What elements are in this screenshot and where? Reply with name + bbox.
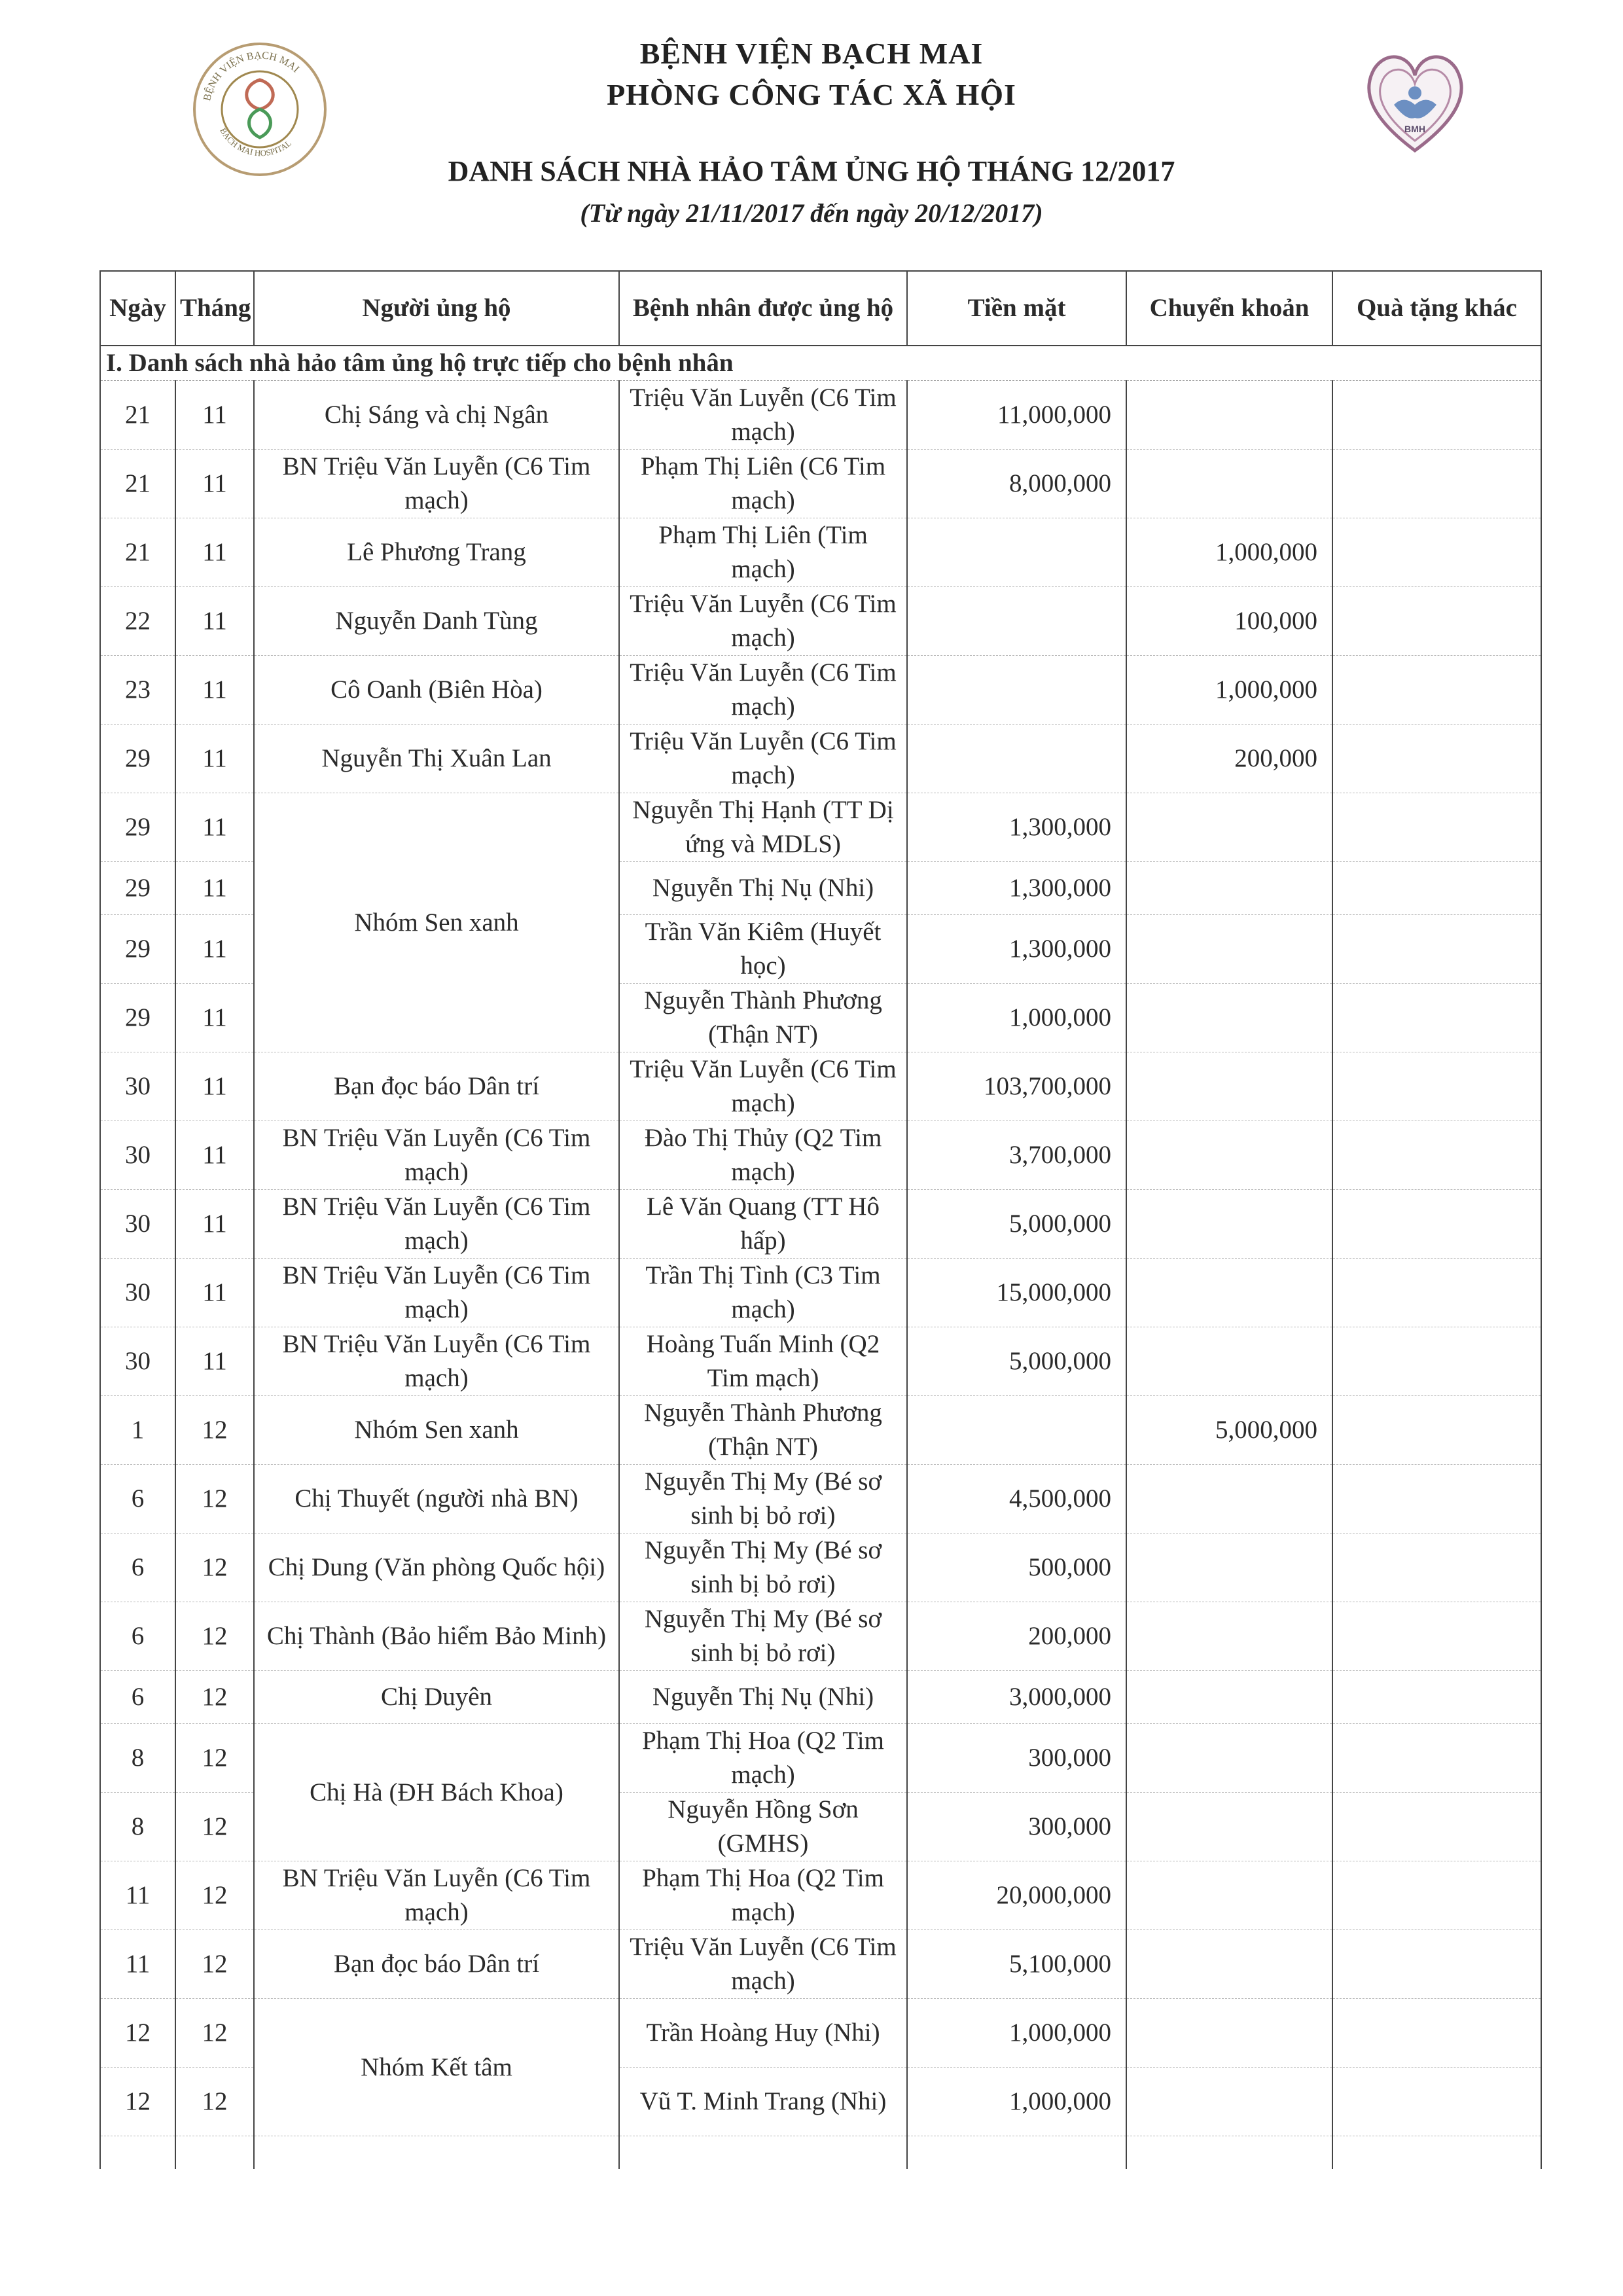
table-row bbox=[100, 1259, 1541, 1327]
cell-day: 8 bbox=[100, 1724, 175, 1793]
cell-month: 11 bbox=[175, 862, 254, 915]
cell-day: 1 bbox=[100, 1396, 175, 1465]
cell-gift bbox=[1332, 1396, 1541, 1465]
cell-cash: 500,000 bbox=[907, 1534, 1126, 1602]
cell-gift bbox=[1332, 1534, 1541, 1602]
cell-gift bbox=[1332, 1671, 1541, 1724]
cell-day: 29 bbox=[100, 793, 175, 862]
cell-cash: 1,000,000 bbox=[907, 2068, 1126, 2136]
cell-day: 29 bbox=[100, 984, 175, 1052]
cell-gift bbox=[1332, 450, 1541, 518]
table-row bbox=[100, 1999, 1541, 2068]
cell-cash: 5,100,000 bbox=[907, 1930, 1126, 1999]
cell-donor: BN Triệu Văn Luyễn (C6 Tim mạch) bbox=[254, 1861, 619, 1930]
table-row bbox=[100, 793, 1541, 862]
col-header-donor: Người ủng hộ bbox=[254, 271, 619, 346]
left-logo-top-text: BỆNH VIỆN BẠCH MAI bbox=[202, 50, 302, 102]
cell-gift bbox=[1332, 1999, 1541, 2068]
cell-gift bbox=[1332, 587, 1541, 656]
col-header-transfer: Chuyển khoản bbox=[1126, 271, 1332, 346]
cell-donor: Bạn đọc báo Dân trí bbox=[254, 1930, 619, 1999]
cell-month: 11 bbox=[175, 1190, 254, 1259]
cell-month: 11 bbox=[175, 381, 254, 450]
cell-cash: 300,000 bbox=[907, 1793, 1126, 1861]
cell-day: 11 bbox=[100, 1930, 175, 1999]
cell-patient: Trần Thị Tình (C3 Tim mạch) bbox=[619, 1259, 907, 1327]
cell-patient: Vũ T. Minh Trang (Nhi) bbox=[619, 2068, 907, 2136]
cell-transfer bbox=[1126, 1999, 1332, 2068]
cell-patient: Nguyễn Thị My (Bé sơ sinh bị bỏ rơi) bbox=[619, 1534, 907, 1602]
table-row bbox=[100, 1602, 1541, 1671]
cell-cash: 20,000,000 bbox=[907, 1861, 1126, 1930]
table-row bbox=[100, 587, 1541, 656]
table-row bbox=[100, 1534, 1541, 1602]
cell-cash: 1,000,000 bbox=[907, 984, 1126, 1052]
cell-donor: Chị Thuyết (người nhà BN) bbox=[254, 1465, 619, 1534]
cell-cash bbox=[907, 656, 1126, 725]
cell-patient: Nguyễn Thành Phương (Thận NT) bbox=[619, 984, 907, 1052]
cell-day: 12 bbox=[100, 1999, 175, 2068]
cell-cash: 1,000,000 bbox=[907, 1999, 1126, 2068]
table-row bbox=[100, 1724, 1541, 1793]
cell-month: 12 bbox=[175, 1793, 254, 1861]
cell-gift bbox=[1332, 1190, 1541, 1259]
cell-day: 6 bbox=[100, 1671, 175, 1724]
cell-day: 6 bbox=[100, 1602, 175, 1671]
cell-donor: BN Triệu Văn Luyễn (C6 Tim mạch) bbox=[254, 1327, 619, 1396]
cell-transfer bbox=[1126, 793, 1332, 862]
cell-gift bbox=[1332, 518, 1541, 587]
cell-cash: 300,000 bbox=[907, 1724, 1126, 1793]
cell-day: 21 bbox=[100, 381, 175, 450]
cell-gift bbox=[1332, 1861, 1541, 1930]
cell-patient: Triệu Văn Luyễn (C6 Tim mạch) bbox=[619, 1052, 907, 1121]
cell-cash: 3,700,000 bbox=[907, 1121, 1126, 1190]
cell-gift bbox=[1332, 1121, 1541, 1190]
cell-patient: Nguyễn Thị Nụ (Nhi) bbox=[619, 1671, 907, 1724]
empty-cell bbox=[254, 2136, 619, 2170]
cell-month: 11 bbox=[175, 450, 254, 518]
cell-donor: Cô Oanh (Biên Hòa) bbox=[254, 656, 619, 725]
table-row bbox=[100, 1121, 1541, 1190]
cell-transfer bbox=[1126, 1052, 1332, 1121]
col-header-cash: Tiền mặt bbox=[907, 271, 1126, 346]
cell-patient: Đào Thị Thủy (Q2 Tim mạch) bbox=[619, 1121, 907, 1190]
cell-donor: Bạn đọc báo Dân trí bbox=[254, 1052, 619, 1121]
cell-gift bbox=[1332, 1259, 1541, 1327]
cell-transfer: 100,000 bbox=[1126, 587, 1332, 656]
cell-cash bbox=[907, 1396, 1126, 1465]
cell-gift bbox=[1332, 1724, 1541, 1793]
cell-month: 11 bbox=[175, 1052, 254, 1121]
donor-table bbox=[99, 270, 1542, 2169]
cell-transfer bbox=[1126, 1793, 1332, 1861]
cell-gift bbox=[1332, 984, 1541, 1052]
table-row bbox=[100, 656, 1541, 725]
cell-month: 11 bbox=[175, 793, 254, 862]
cell-month: 12 bbox=[175, 1602, 254, 1671]
section-row bbox=[100, 346, 1541, 381]
cell-day: 21 bbox=[100, 518, 175, 587]
cell-day: 30 bbox=[100, 1052, 175, 1121]
cell-gift bbox=[1332, 1793, 1541, 1861]
cell-donor: Nhóm Sen xanh bbox=[254, 1396, 619, 1465]
cell-cash: 103,700,000 bbox=[907, 1052, 1126, 1121]
cell-cash: 15,000,000 bbox=[907, 1259, 1126, 1327]
cell-month: 11 bbox=[175, 1259, 254, 1327]
cell-cash: 8,000,000 bbox=[907, 450, 1126, 518]
cell-donor: Nhóm Sen xanh bbox=[254, 793, 619, 1052]
cell-donor: Chị Hà (ĐH Bách Khoa) bbox=[254, 1724, 619, 1861]
cell-transfer bbox=[1126, 381, 1332, 450]
cell-day: 29 bbox=[100, 725, 175, 793]
cell-gift bbox=[1332, 1327, 1541, 1396]
empty-cell bbox=[100, 2136, 175, 2170]
table-row bbox=[100, 381, 1541, 450]
empty-cell bbox=[1332, 2136, 1541, 2170]
cell-patient: Phạm Thị Hoa (Q2 Tim mạch) bbox=[619, 1724, 907, 1793]
cell-transfer: 200,000 bbox=[1126, 725, 1332, 793]
cell-gift bbox=[1332, 656, 1541, 725]
col-header-month: Tháng bbox=[175, 271, 254, 346]
empty-cell bbox=[619, 2136, 907, 2170]
cell-month: 11 bbox=[175, 587, 254, 656]
cell-patient: Triệu Văn Luyễn (C6 Tim mạch) bbox=[619, 725, 907, 793]
cell-month: 12 bbox=[175, 1465, 254, 1534]
cell-gift bbox=[1332, 1465, 1541, 1534]
cell-patient: Phạm Thị Hoa (Q2 Tim mạch) bbox=[619, 1861, 907, 1930]
cell-transfer bbox=[1126, 450, 1332, 518]
cell-patient: Nguyễn Thị My (Bé sơ sinh bị bỏ rơi) bbox=[619, 1465, 907, 1534]
table-row bbox=[100, 725, 1541, 793]
cell-transfer bbox=[1126, 915, 1332, 984]
cell-cash: 5,000,000 bbox=[907, 1327, 1126, 1396]
table-row bbox=[100, 1465, 1541, 1534]
cell-donor: Nhóm Kết tâm bbox=[254, 1999, 619, 2136]
cell-day: 8 bbox=[100, 1793, 175, 1861]
cell-day: 6 bbox=[100, 1465, 175, 1534]
cell-transfer: 1,000,000 bbox=[1126, 656, 1332, 725]
cell-donor: Nguyễn Thị Xuân Lan bbox=[254, 725, 619, 793]
cell-donor: BN Triệu Văn Luyễn (C6 Tim mạch) bbox=[254, 450, 619, 518]
cell-cash bbox=[907, 587, 1126, 656]
left-logo-bottom-text: BACH MAI HOSPITAL bbox=[218, 126, 293, 158]
cell-day: 30 bbox=[100, 1327, 175, 1396]
table-row bbox=[100, 1327, 1541, 1396]
cell-donor: BN Triệu Văn Luyễn (C6 Tim mạch) bbox=[254, 1259, 619, 1327]
cell-transfer bbox=[1126, 862, 1332, 915]
cell-patient: Lê Văn Quang (TT Hô hấp) bbox=[619, 1190, 907, 1259]
cell-cash: 5,000,000 bbox=[907, 1190, 1126, 1259]
cell-gift bbox=[1332, 1930, 1541, 1999]
cell-day: 6 bbox=[100, 1534, 175, 1602]
table-row bbox=[100, 1052, 1541, 1121]
cell-patient: Nguyễn Thành Phương (Thận NT) bbox=[619, 1396, 907, 1465]
cell-gift bbox=[1332, 725, 1541, 793]
cell-patient: Triệu Văn Luyễn (C6 Tim mạch) bbox=[619, 587, 907, 656]
cell-patient: Trần Văn Kiêm (Huyết học) bbox=[619, 915, 907, 984]
col-header-gift: Quà tặng khác bbox=[1332, 271, 1541, 346]
cell-transfer bbox=[1126, 1602, 1332, 1671]
cell-patient: Triệu Văn Luyễn (C6 Tim mạch) bbox=[619, 381, 907, 450]
cell-month: 11 bbox=[175, 1327, 254, 1396]
cell-month: 11 bbox=[175, 656, 254, 725]
cell-patient: Nguyễn Thị Hạnh (TT Dị ứng và MDLS) bbox=[619, 793, 907, 862]
cell-transfer: 5,000,000 bbox=[1126, 1396, 1332, 1465]
cell-cash: 11,000,000 bbox=[907, 381, 1126, 450]
cell-cash: 3,000,000 bbox=[907, 1671, 1126, 1724]
cell-transfer bbox=[1126, 1861, 1332, 1930]
cell-month: 11 bbox=[175, 518, 254, 587]
cell-month: 11 bbox=[175, 1121, 254, 1190]
cell-cash: 1,300,000 bbox=[907, 793, 1126, 862]
cell-month: 11 bbox=[175, 725, 254, 793]
svg-text:BACH MAI HOSPITAL bbox=[218, 126, 293, 158]
cell-donor: Chị Duyên bbox=[254, 1671, 619, 1724]
cell-month: 12 bbox=[175, 1861, 254, 1930]
cell-gift bbox=[1332, 2068, 1541, 2136]
cell-gift bbox=[1332, 862, 1541, 915]
cell-month: 12 bbox=[175, 1724, 254, 1793]
cell-month: 12 bbox=[175, 1930, 254, 1999]
table-row bbox=[100, 1396, 1541, 1465]
empty-cell bbox=[1126, 2136, 1332, 2170]
cell-donor: BN Triệu Văn Luyễn (C6 Tim mạch) bbox=[254, 1190, 619, 1259]
cell-cash: 4,500,000 bbox=[907, 1465, 1126, 1534]
cell-cash: 1,300,000 bbox=[907, 862, 1126, 915]
cell-day: 23 bbox=[100, 656, 175, 725]
cell-day: 29 bbox=[100, 915, 175, 984]
cell-transfer bbox=[1126, 1121, 1332, 1190]
cell-patient: Hoàng Tuấn Minh (Q2 Tim mạch) bbox=[619, 1327, 907, 1396]
cell-patient: Triệu Văn Luyễn (C6 Tim mạch) bbox=[619, 656, 907, 725]
cell-transfer bbox=[1126, 1190, 1332, 1259]
cell-patient: Triệu Văn Luyễn (C6 Tim mạch) bbox=[619, 1930, 907, 1999]
cell-transfer bbox=[1126, 1465, 1332, 1534]
cell-day: 21 bbox=[100, 450, 175, 518]
cell-transfer bbox=[1126, 1327, 1332, 1396]
cell-day: 12 bbox=[100, 2068, 175, 2136]
cell-month: 12 bbox=[175, 1671, 254, 1724]
cell-transfer: 1,000,000 bbox=[1126, 518, 1332, 587]
cell-donor: BN Triệu Văn Luyễn (C6 Tim mạch) bbox=[254, 1121, 619, 1190]
empty-cell bbox=[175, 2136, 254, 2170]
cell-transfer bbox=[1126, 1724, 1332, 1793]
table-row bbox=[100, 1671, 1541, 1724]
cell-cash: 1,300,000 bbox=[907, 915, 1126, 984]
table-row bbox=[100, 450, 1541, 518]
cell-transfer bbox=[1126, 1930, 1332, 1999]
cell-month: 11 bbox=[175, 915, 254, 984]
cell-month: 11 bbox=[175, 984, 254, 1052]
cell-gift bbox=[1332, 793, 1541, 862]
cell-patient: Nguyễn Thị My (Bé sơ sinh bị bỏ rơi) bbox=[619, 1602, 907, 1671]
cell-patient: Nguyễn Thị Nụ (Nhi) bbox=[619, 862, 907, 915]
cell-gift bbox=[1332, 915, 1541, 984]
cell-patient: Trần Hoàng Huy (Nhi) bbox=[619, 1999, 907, 2068]
cell-day: 22 bbox=[100, 587, 175, 656]
table-header-row bbox=[100, 271, 1541, 346]
cell-transfer bbox=[1126, 1259, 1332, 1327]
cell-patient: Phạm Thị Liên (C6 Tim mạch) bbox=[619, 450, 907, 518]
cell-donor: Chị Sáng và chị Ngân bbox=[254, 381, 619, 450]
col-header-day: Ngày bbox=[100, 271, 175, 346]
cell-patient: Nguyễn Hồng Sơn (GMHS) bbox=[619, 1793, 907, 1861]
cell-cash bbox=[907, 725, 1126, 793]
table-row bbox=[100, 1930, 1541, 1999]
cell-day: 11 bbox=[100, 1861, 175, 1930]
cell-month: 12 bbox=[175, 1999, 254, 2068]
section-title: I. Danh sách nhà hảo tâm ủng hộ trực tiếp cho bệnh nhân bbox=[100, 346, 1541, 381]
cell-day: 30 bbox=[100, 1121, 175, 1190]
cell-donor: Lê Phương Trang bbox=[254, 518, 619, 587]
cell-donor: Chị Dung (Văn phòng Quốc hội) bbox=[254, 1534, 619, 1602]
cell-patient: Phạm Thị Liên (Tim mạch) bbox=[619, 518, 907, 587]
table-row bbox=[100, 1190, 1541, 1259]
right-logo-text: BMH bbox=[1404, 124, 1425, 134]
cell-gift bbox=[1332, 381, 1541, 450]
cell-transfer bbox=[1126, 1671, 1332, 1724]
col-header-patient: Bệnh nhân được ủng hộ bbox=[619, 271, 907, 346]
cell-month: 12 bbox=[175, 2068, 254, 2136]
cell-transfer bbox=[1126, 2068, 1332, 2136]
cell-cash bbox=[907, 518, 1126, 587]
cell-cash: 200,000 bbox=[907, 1602, 1126, 1671]
cell-transfer bbox=[1126, 984, 1332, 1052]
date-range: (Từ ngày 21/11/2017 đến ngày 20/12/2017) bbox=[580, 198, 1043, 228]
cell-month: 12 bbox=[175, 1396, 254, 1465]
document-title: DANH SÁCH NHÀ HẢO TÂM ỦNG HỘ THÁNG 12/2017 bbox=[448, 155, 1175, 187]
cell-gift bbox=[1332, 1052, 1541, 1121]
empty-cell bbox=[907, 2136, 1126, 2170]
cell-donor: Chị Thành (Bảo hiểm Bảo Minh) bbox=[254, 1602, 619, 1671]
hospital-name: BỆNH VIỆN BẠCH MAI bbox=[639, 37, 984, 70]
department-name: PHÒNG CÔNG TÁC XÃ HỘI bbox=[607, 78, 1016, 111]
table-continuation-row bbox=[100, 2136, 1541, 2170]
table-row bbox=[100, 1861, 1541, 1930]
cell-gift bbox=[1332, 1602, 1541, 1671]
cell-day: 29 bbox=[100, 862, 175, 915]
cell-day: 30 bbox=[100, 1259, 175, 1327]
cell-transfer bbox=[1126, 1534, 1332, 1602]
cell-donor: Nguyễn Danh Tùng bbox=[254, 587, 619, 656]
cell-day: 30 bbox=[100, 1190, 175, 1259]
table-row bbox=[100, 518, 1541, 587]
cell-month: 12 bbox=[175, 1534, 254, 1602]
